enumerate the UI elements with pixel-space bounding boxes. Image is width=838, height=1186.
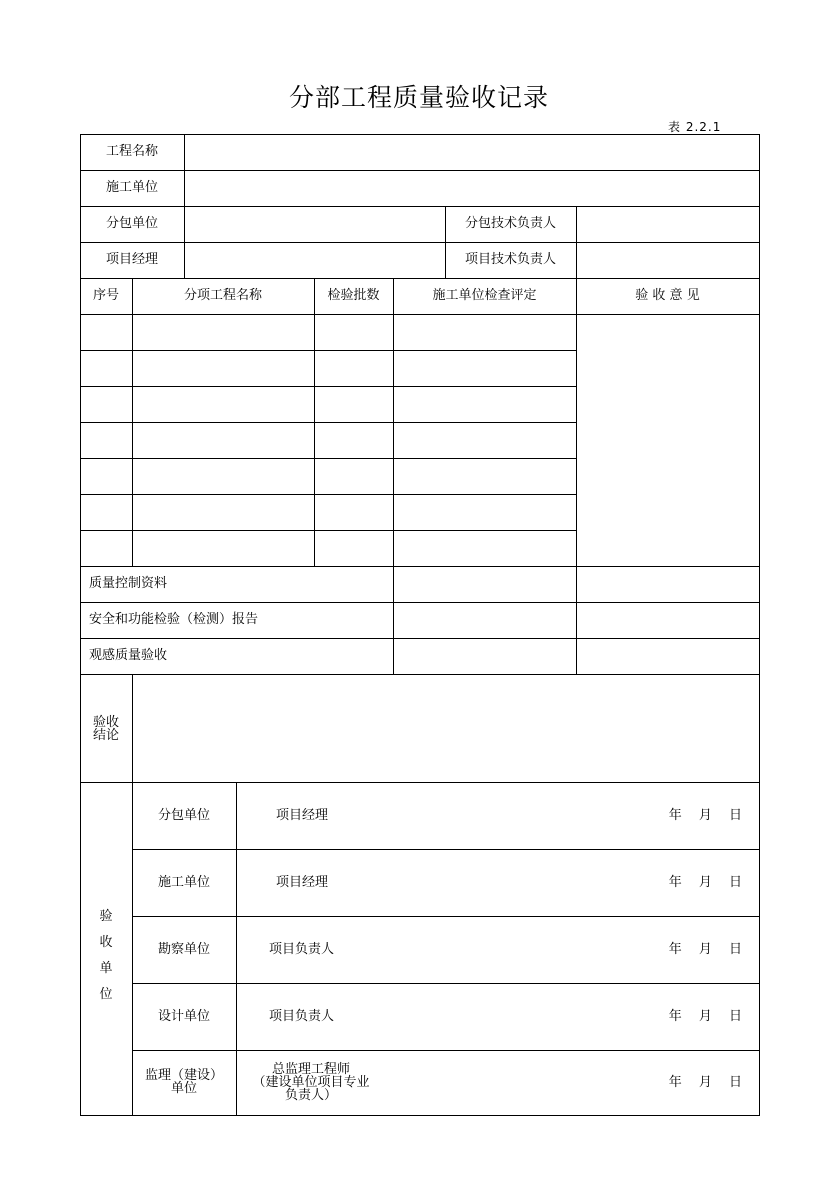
rule	[576, 278, 577, 674]
signoff-date-construction: 年 月 日	[668, 875, 742, 890]
rule	[80, 278, 760, 279]
label-project-manager: 项目经理	[105, 252, 158, 267]
acceptance-form	[80, 134, 760, 1116]
signoff-date-design: 年 月 日	[668, 1009, 742, 1024]
signoff-role-design: 项目负责人	[269, 1009, 335, 1024]
page-title: 分部工程质量验收记录	[288, 83, 549, 112]
rule	[236, 782, 237, 1116]
rule	[80, 422, 577, 423]
signoff-unit-subcontract: 分包单位	[157, 808, 210, 823]
rule	[80, 674, 760, 675]
rule	[132, 674, 133, 1116]
rule	[759, 134, 760, 1116]
rule	[132, 1050, 760, 1051]
label-safety-function: 安全和功能检验（检测）报告	[89, 612, 259, 627]
table-number: 表 2.2.1	[668, 120, 722, 134]
col-header-inspection-eval: 施工单位检查评定	[432, 288, 537, 303]
rule	[80, 566, 760, 567]
rule	[80, 1115, 760, 1116]
rule	[80, 494, 577, 495]
rule	[80, 638, 760, 639]
rule	[80, 350, 577, 351]
signoff-date-subcontract: 年 月 日	[668, 808, 742, 823]
label-project-name: 工程名称	[105, 144, 158, 159]
rule	[393, 278, 394, 674]
rule	[80, 206, 760, 207]
rule	[184, 134, 185, 278]
label-acceptance-units: 验 收 单 位	[99, 909, 113, 1002]
signoff-unit-supervision: 监理（建设） 单位	[144, 1068, 223, 1096]
rule	[132, 983, 760, 984]
label-subcontract-unit: 分包单位	[105, 216, 158, 231]
col-header-sub-item-name: 分项工程名称	[183, 288, 262, 303]
rule	[80, 782, 760, 783]
signoff-unit-construction: 施工单位	[157, 875, 210, 890]
rule	[132, 849, 760, 850]
rule	[80, 602, 760, 603]
rule	[314, 278, 315, 566]
label-appearance: 观感质量验收	[89, 648, 168, 663]
label-project-tech-lead: 项目技术负责人	[464, 252, 556, 267]
rule	[80, 314, 760, 315]
label-conclusion: 验收 结论	[92, 715, 119, 743]
signoff-role-subcontract: 项目经理	[276, 808, 329, 823]
col-header-opinion: 验 收 意 见	[635, 288, 700, 303]
label-subcontract-tech-lead: 分包技术负责人	[464, 216, 556, 231]
label-construction-unit: 施工单位	[105, 180, 158, 195]
col-header-batch-count: 检验批数	[327, 288, 380, 303]
signoff-role-survey: 项目负责人	[269, 942, 335, 957]
rule	[80, 530, 577, 531]
label-quality-control: 质量控制资料	[89, 576, 168, 591]
rule	[80, 386, 577, 387]
col-header-seq: 序号	[92, 288, 119, 303]
rule	[576, 206, 577, 278]
rule	[132, 916, 760, 917]
rule	[132, 278, 133, 566]
signoff-role-construction: 项目经理	[276, 875, 329, 890]
signoff-unit-design: 设计单位	[157, 1009, 210, 1024]
rule	[80, 134, 760, 135]
signoff-role-supervision: 总监理工程师 （建设单位项目专业 负责人）	[252, 1062, 370, 1103]
signoff-unit-survey: 勘察单位	[157, 942, 210, 957]
rule	[80, 242, 760, 243]
rule	[80, 170, 760, 171]
rule	[80, 458, 577, 459]
signoff-date-supervision: 年 月 日	[668, 1075, 742, 1090]
signoff-date-survey: 年 月 日	[668, 942, 742, 957]
